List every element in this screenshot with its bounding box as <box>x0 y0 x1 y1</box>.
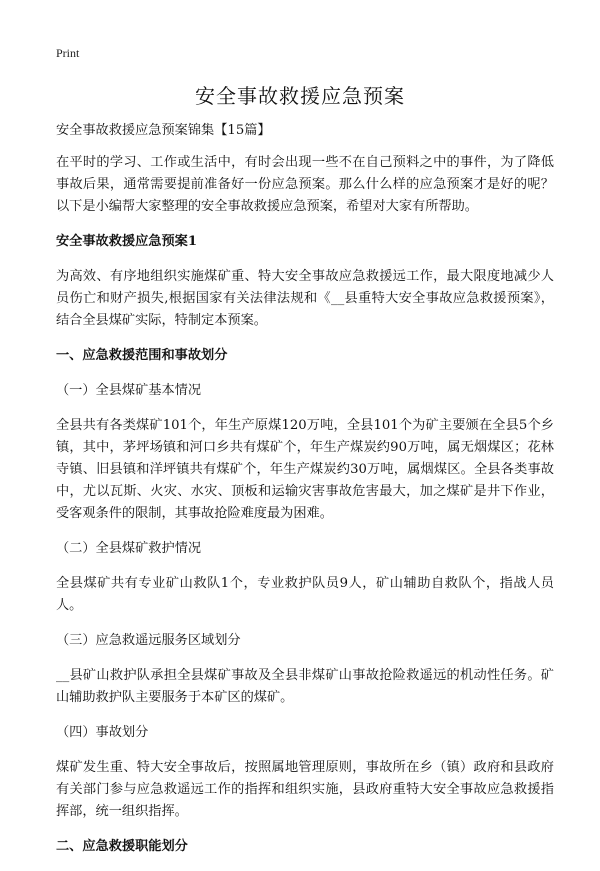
subheading-accident-classification: （四）事故划分 <box>56 725 149 740</box>
section-paragraph: 为高效、有序地组织实施煤矿重、特大安全事故应急救援远工作，最大限度地减少人员伤亡和财产损失,根据国家有关法律法规和《__县重特大安全事故应急救援预案》，结合全县煤矿实际，特制定本预案。 <box>56 269 554 328</box>
paragraph-basic-info: 全县共有各类煤矿101个，年生产原煤120万吨，全县101个为矿主要颁在全县5个乡镇，其中，茅坪场镇和河口乡共有煤矿个，年生产煤炭约90万吨，属无烟煤区；花林寺镇、旧县镇和洋坪镇共有煤矿个，年生产煤炭约30万吨，属烟煤区。全县各类事故中，尤以瓦斯、火灾、水灾、顶板和运输灾害事故危害最大，加之煤矿是井下作业，受客观条件的限制，其事故抢险难度最为困难。 <box>56 418 554 521</box>
paragraph-rescue-info: 全县煤矿共有专业矿山救队1个，专业救护队员9人，矿山辅助自救队个，指战人员人。 <box>56 576 554 613</box>
document-subtitle: 安全事故救援应急预案锦集【15篇】 <box>56 123 271 138</box>
heading-functions: 二、应急救援职能划分 <box>56 839 188 854</box>
paragraph-service-area: __县矿山救护队承担全县煤矿事故及全县非煤矿山事故抢险救遥远的机动性任务。矿山辅助救护队主要服务于本矿区的煤矿。 <box>56 668 554 705</box>
subheading-basic-info: （一）全县煤矿基本情况 <box>56 383 202 398</box>
page-title: 安全事故救援应急预案 <box>195 84 405 108</box>
intro-paragraph: 在平时的学习、工作或生活中，有时会出现一些不在自己预料之中的事件，为了降低事故后果，通常需要提前准备好一份应急预案。那么什么样的应急预案才是好的呢？以下是小编帮大家整理的安全事故救援应急预案，希望对大家有所帮助。 <box>56 155 554 214</box>
paragraph-accident-classification: 煤矿发生重、特大安全事故后，按照属地管理原则，事故所在乡（镇）政府和县政府有关部门参与应急救遥远工作的指挥和组织实施，县政府重特大安全事故应急救援指挥部，统一组织指挥。 <box>56 760 554 819</box>
section-title: 安全事故救援应急预案1 <box>56 234 198 249</box>
heading-scope: 一、应急救援范围和事故划分 <box>56 348 228 363</box>
subheading-service-area: （三）应急救遥远服务区域划分 <box>56 633 241 648</box>
print-link[interactable]: Print <box>56 46 80 60</box>
document-body <box>56 120 554 871</box>
subheading-rescue-info: （二）全县煤矿救护情况 <box>56 541 202 556</box>
